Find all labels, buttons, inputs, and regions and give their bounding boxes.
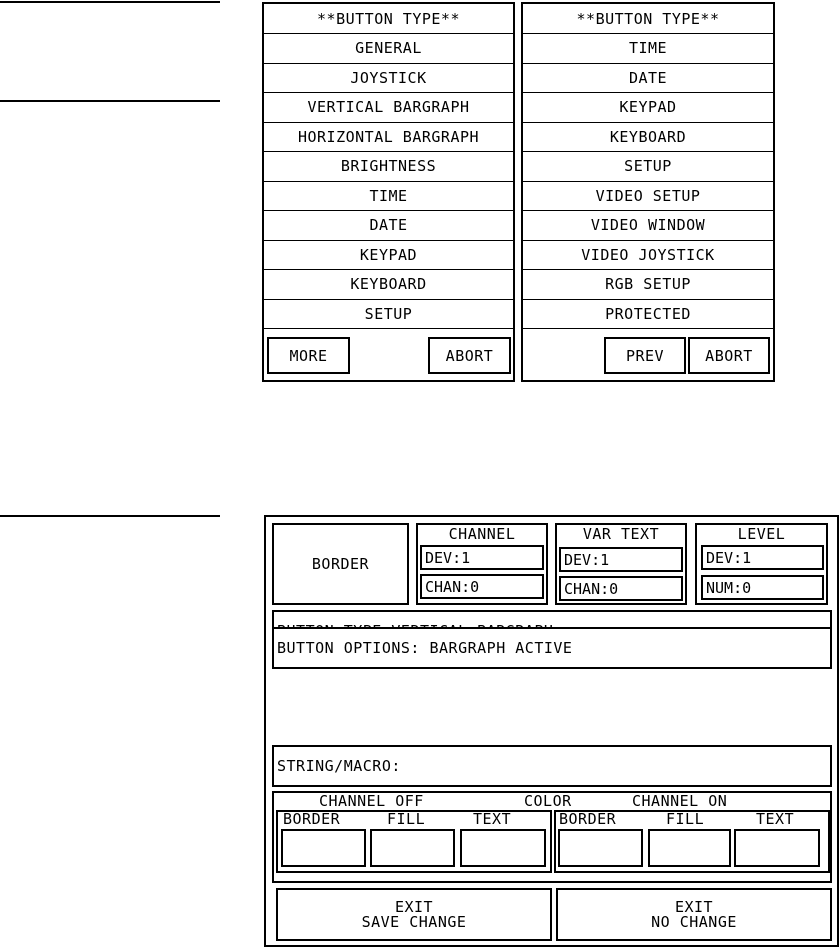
off-border-label: BORDER bbox=[283, 810, 341, 828]
exit-no-line1: EXIT bbox=[674, 897, 714, 916]
menu-footer bbox=[264, 328, 513, 329]
channel-on-label: CHANNEL ON bbox=[632, 792, 728, 810]
off-text-swatch[interactable] bbox=[460, 829, 546, 867]
menu-item-vertical-bargraph[interactable]: VERTICAL BARGRAPH bbox=[264, 92, 513, 122]
menu-item-horizontal-bargraph[interactable]: HORIZONTAL BARGRAPH bbox=[264, 122, 513, 152]
var-text-group bbox=[555, 523, 687, 605]
level-group bbox=[695, 523, 828, 605]
abort-button[interactable]: ABORT bbox=[688, 337, 770, 374]
abort-button[interactable]: ABORT bbox=[428, 337, 511, 374]
exit-no-change-button[interactable] bbox=[556, 888, 832, 941]
off-text-label: TEXT bbox=[473, 810, 512, 828]
exit-save-line2: SAVE CHANGE bbox=[361, 912, 467, 931]
menu-item-date[interactable]: DATE bbox=[264, 210, 513, 240]
button-type-menu-right bbox=[521, 2, 775, 382]
button-editor-panel bbox=[264, 515, 839, 947]
border-button[interactable]: BORDER bbox=[272, 523, 409, 605]
var-text-dev-field[interactable]: DEV:1 bbox=[559, 547, 683, 572]
on-fill-label: FILL bbox=[666, 810, 705, 828]
channel-off-label: CHANNEL OFF bbox=[319, 792, 424, 810]
exit-save-change-button[interactable] bbox=[276, 888, 552, 941]
color-label: COLOR bbox=[524, 792, 572, 810]
menu-item-keyboard[interactable]: KEYBOARD bbox=[523, 122, 773, 152]
color-group bbox=[272, 791, 832, 883]
on-border-label: BORDER bbox=[559, 810, 617, 828]
more-button[interactable]: MORE bbox=[267, 337, 350, 374]
level-dev-field[interactable]: DEV:1 bbox=[701, 545, 824, 570]
channel-on-colors bbox=[554, 810, 830, 873]
divider-bottom bbox=[0, 515, 220, 517]
menu-item-video-window[interactable]: VIDEO WINDOW bbox=[523, 210, 773, 240]
string-macro-field[interactable]: STRING/MACRO: bbox=[272, 745, 832, 787]
menu-item-joystick[interactable]: JOYSTICK bbox=[264, 63, 513, 93]
level-num-field[interactable]: NUM:0 bbox=[701, 575, 824, 600]
menu-item-video-joystick[interactable]: VIDEO JOYSTICK bbox=[523, 240, 773, 270]
menu-footer bbox=[523, 328, 773, 329]
menu-item-keypad[interactable]: KEYPAD bbox=[264, 240, 513, 270]
channel-chan-field[interactable]: CHAN:0 bbox=[420, 574, 544, 599]
divider-top bbox=[0, 1, 220, 3]
menu-title: **BUTTON TYPE** bbox=[317, 9, 460, 28]
channel-group bbox=[416, 523, 548, 605]
menu-item-general[interactable]: GENERAL bbox=[264, 33, 513, 63]
menu-item-brightness[interactable]: BRIGHTNESS bbox=[264, 151, 513, 181]
menu-item-setup[interactable]: SETUP bbox=[523, 151, 773, 181]
menu-item-date[interactable]: DATE bbox=[523, 63, 773, 93]
on-fill-swatch[interactable] bbox=[648, 829, 731, 867]
channel-title: CHANNEL bbox=[448, 525, 516, 543]
on-text-swatch[interactable] bbox=[734, 829, 820, 867]
button-options-field[interactable]: BUTTON OPTIONS: BARGRAPH ACTIVE bbox=[272, 627, 832, 669]
off-fill-swatch[interactable] bbox=[370, 829, 455, 867]
on-text-label: TEXT bbox=[756, 810, 795, 828]
divider-middle bbox=[0, 100, 220, 102]
var-text-chan-field[interactable]: CHAN:0 bbox=[559, 576, 683, 601]
menu-title: **BUTTON TYPE** bbox=[576, 9, 720, 28]
menu-item-protected[interactable]: PROTECTED bbox=[523, 299, 773, 329]
var-text-title: VAR TEXT bbox=[582, 525, 660, 543]
menu-item-time[interactable]: TIME bbox=[523, 33, 773, 63]
menu-item-video-setup[interactable]: VIDEO SETUP bbox=[523, 181, 773, 211]
exit-no-line2: NO CHANGE bbox=[651, 912, 737, 931]
menu-item-setup[interactable]: SETUP bbox=[264, 299, 513, 329]
prev-button[interactable]: PREV bbox=[604, 337, 686, 374]
button-type-menu-left bbox=[262, 2, 515, 382]
menu-item-keypad[interactable]: KEYPAD bbox=[523, 92, 773, 122]
off-border-swatch[interactable] bbox=[281, 829, 366, 867]
level-title: LEVEL bbox=[737, 525, 786, 543]
menu-item-rgb-setup[interactable]: RGB SETUP bbox=[523, 269, 773, 299]
channel-off-colors bbox=[276, 810, 552, 873]
menu-item-time[interactable]: TIME bbox=[264, 181, 513, 211]
channel-dev-field[interactable]: DEV:1 bbox=[420, 545, 544, 570]
exit-save-line1: EXIT bbox=[394, 897, 434, 916]
off-fill-label: FILL bbox=[387, 810, 426, 828]
on-border-swatch[interactable] bbox=[558, 829, 643, 867]
menu-item-keyboard[interactable]: KEYBOARD bbox=[264, 269, 513, 299]
